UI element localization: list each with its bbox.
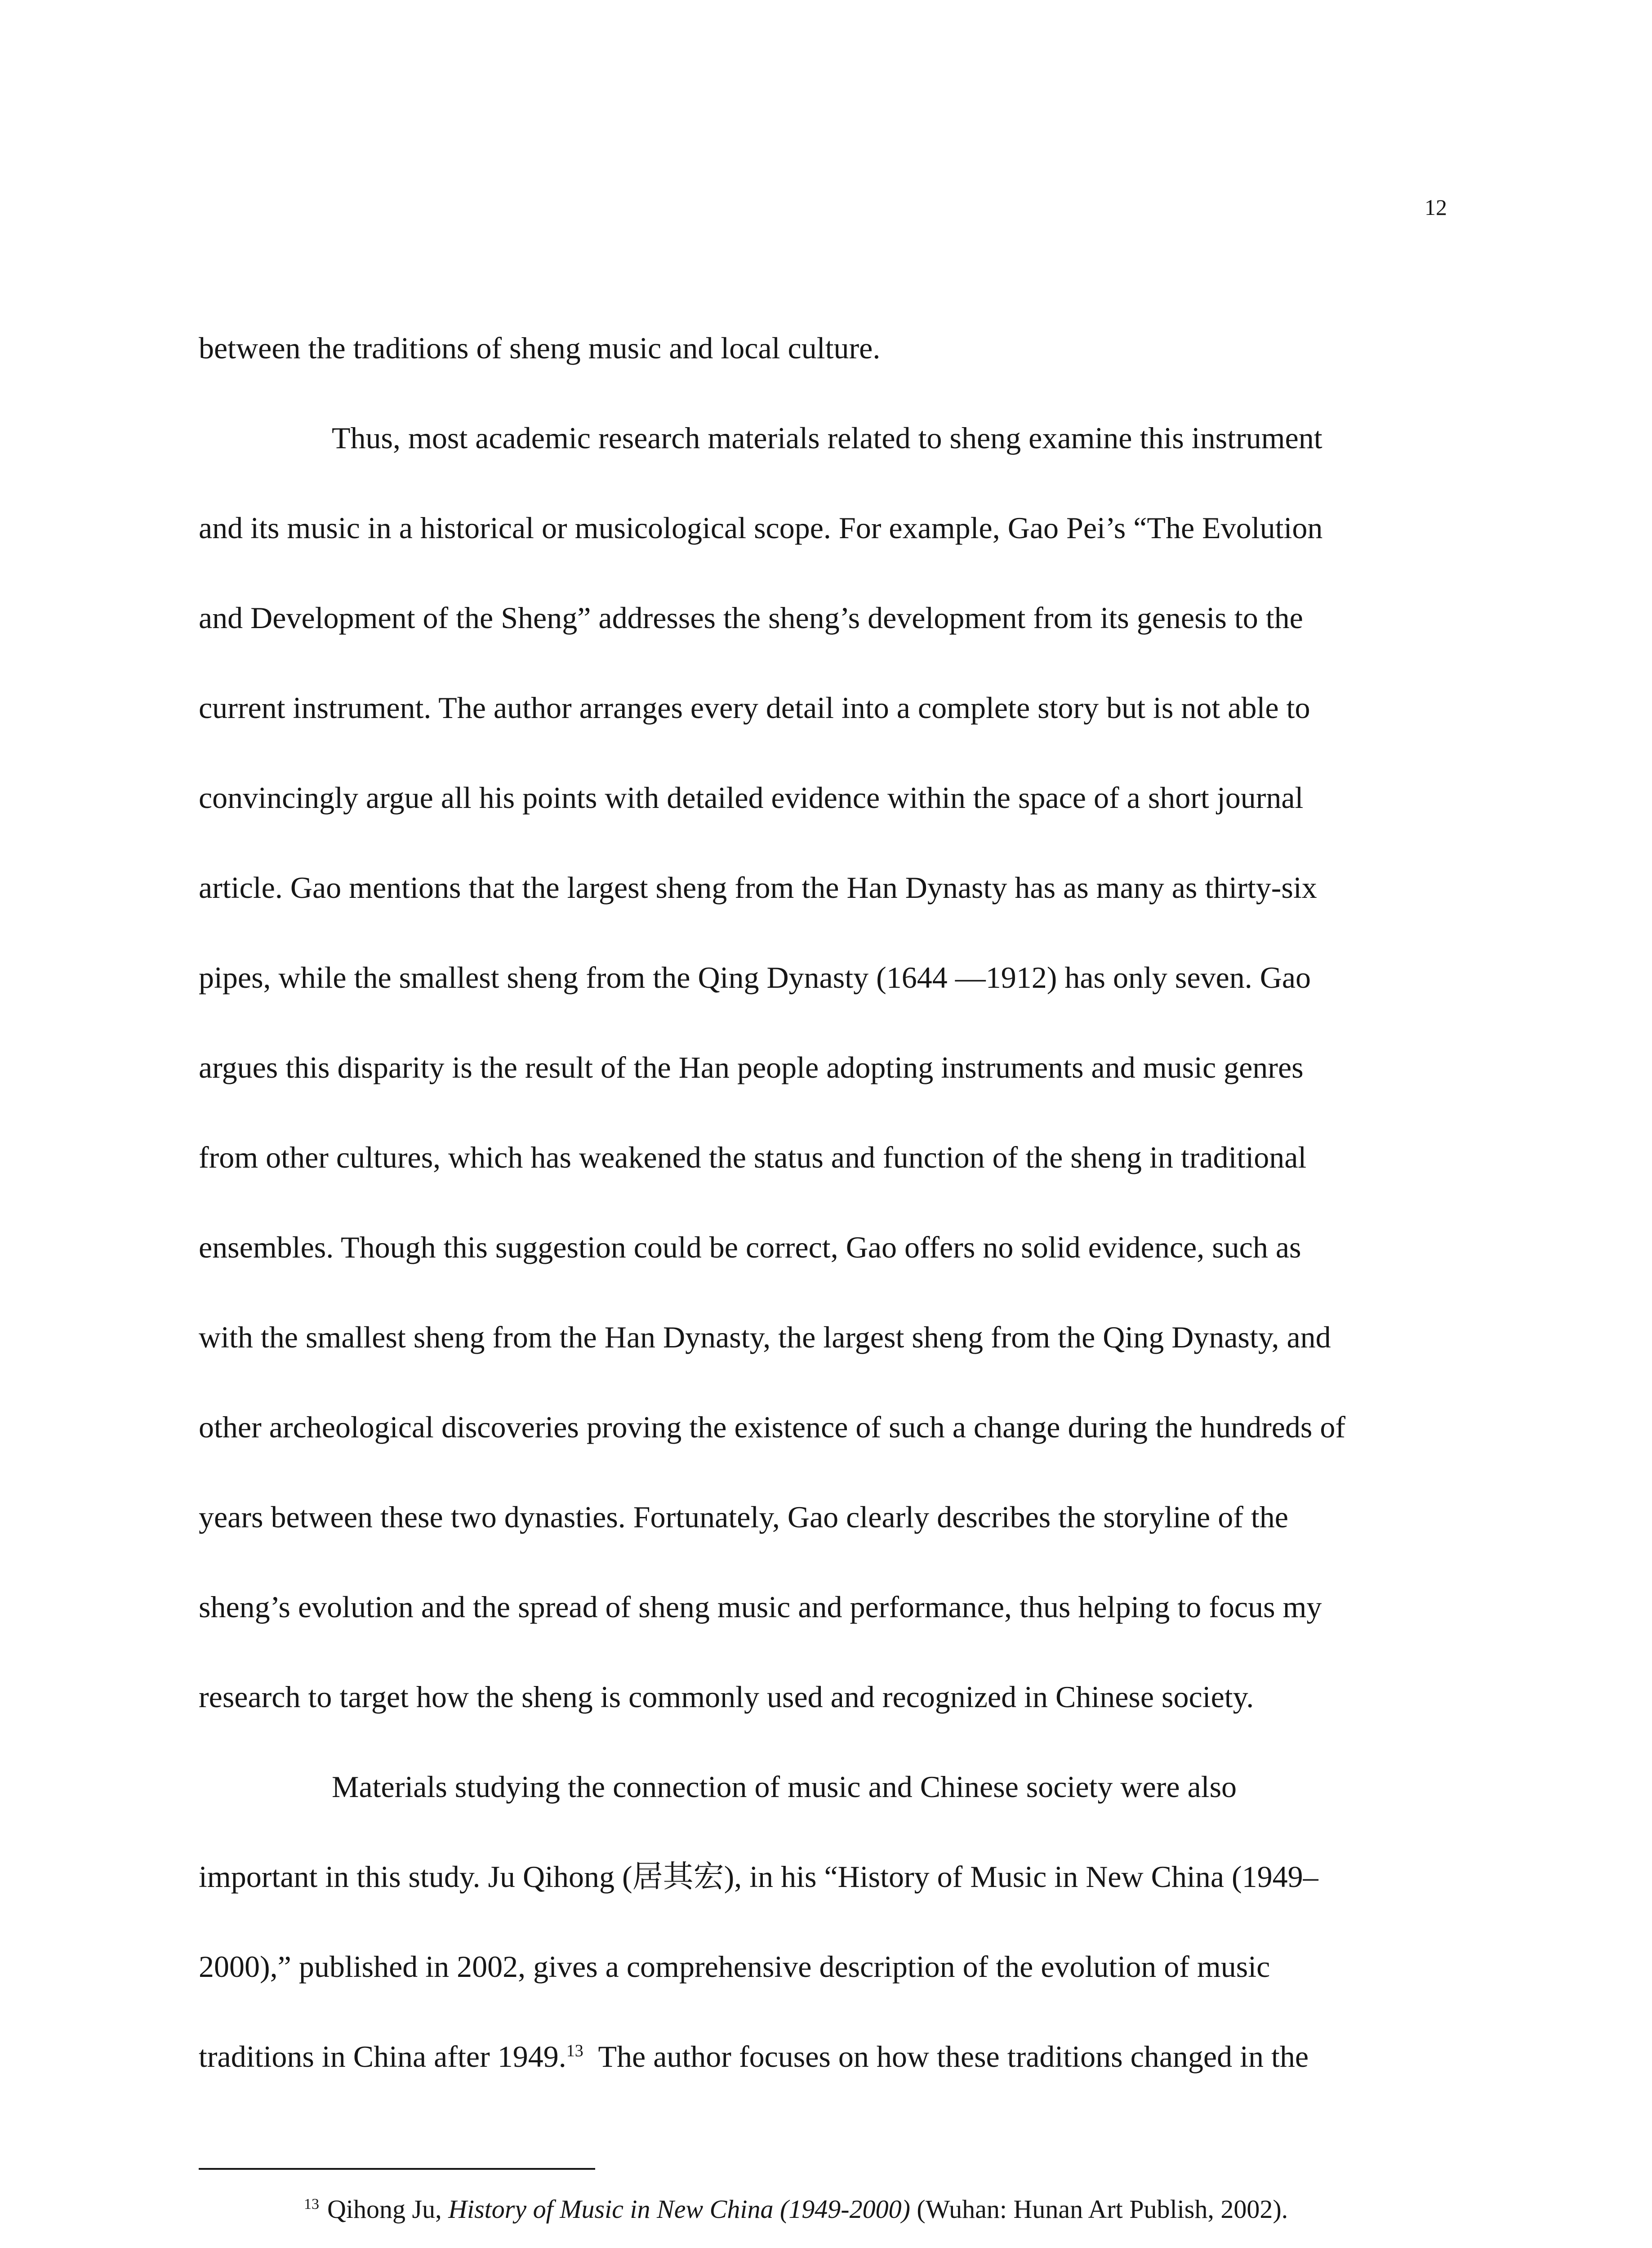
body-line: 2000),” published in 2002, gives a comprehensive description of the evolution of music <box>199 1949 1270 1984</box>
body-line: convincingly argue all his points with detailed evidence within the space of a short journal <box>199 781 1304 815</box>
body-line-text: traditions in China after 1949. <box>199 2039 566 2074</box>
body-line: important in this study. Ju Qihong (居其宏), in his “History of Music in New China (1949– <box>199 1860 1318 1894</box>
footnote-title: History of Music in New China (1949-2000) <box>448 2194 910 2224</box>
body-line: other archeological discoveries proving the existence of such a change during the hundreds of <box>199 1410 1345 1444</box>
body-line: sheng’s evolution and the spread of sheng music and performance, thus helping to focus my <box>199 1590 1322 1624</box>
body-line: years between these two dynasties. Fortunately, Gao clearly describes the storyline of the <box>199 1500 1288 1534</box>
footnote-separator <box>199 2168 595 2170</box>
footnote <box>304 2196 1288 2222</box>
body-line-tail: The author focuses on how these traditions changed in the <box>598 2039 1309 2074</box>
footnote-number: 13 <box>304 2195 319 2212</box>
footnote-prefix: Qihong Ju, <box>327 2194 449 2224</box>
body-line: ensembles. Though this suggestion could be correct, Gao offers no solid evidence, such as <box>199 1230 1301 1264</box>
page-number: 12 <box>1425 195 1447 220</box>
body-line: research to target how the sheng is commonly used and recognized in Chinese society. <box>199 1680 1254 1714</box>
body-line: with the smallest sheng from the Han Dynasty, the largest sheng from the Qing Dynasty, and <box>199 1320 1331 1354</box>
body-line: and Development of the Sheng” addresses the sheng’s development from its genesis to the <box>199 601 1303 635</box>
body-line: current instrument. The author arranges every detail into a complete story but is not able to <box>199 691 1310 725</box>
body-line-with-footnote-ref <box>199 2041 1309 2072</box>
body-line: argues this disparity is the result of the Han people adopting instruments and music genres <box>199 1050 1304 1084</box>
body-line-paragraph-start: Thus, most academic research materials related to sheng examine this instrument <box>332 421 1322 455</box>
body-line: article. Gao mentions that the largest sheng from the Han Dynasty has as many as thirty-six <box>199 870 1317 905</box>
body-line: pipes, while the smallest sheng from the Qing Dynasty (1644 —1912) has only seven. Gao <box>199 960 1311 995</box>
body-line: between the traditions of sheng music and local culture. <box>199 331 881 365</box>
footnote-reference[interactable]: 13 <box>566 2041 583 2061</box>
body-line: and its music in a historical or musicological scope. For example, Gao Pei’s “The Evolution <box>199 511 1323 545</box>
footnote-suffix: (Wuhan: Hunan Art Publish, 2002). <box>910 2194 1288 2224</box>
body-line: from other cultures, which has weakened the status and function of the sheng in traditional <box>199 1140 1307 1174</box>
body-line-paragraph-start: Materials studying the connection of music and Chinese society were also <box>332 1770 1237 1804</box>
